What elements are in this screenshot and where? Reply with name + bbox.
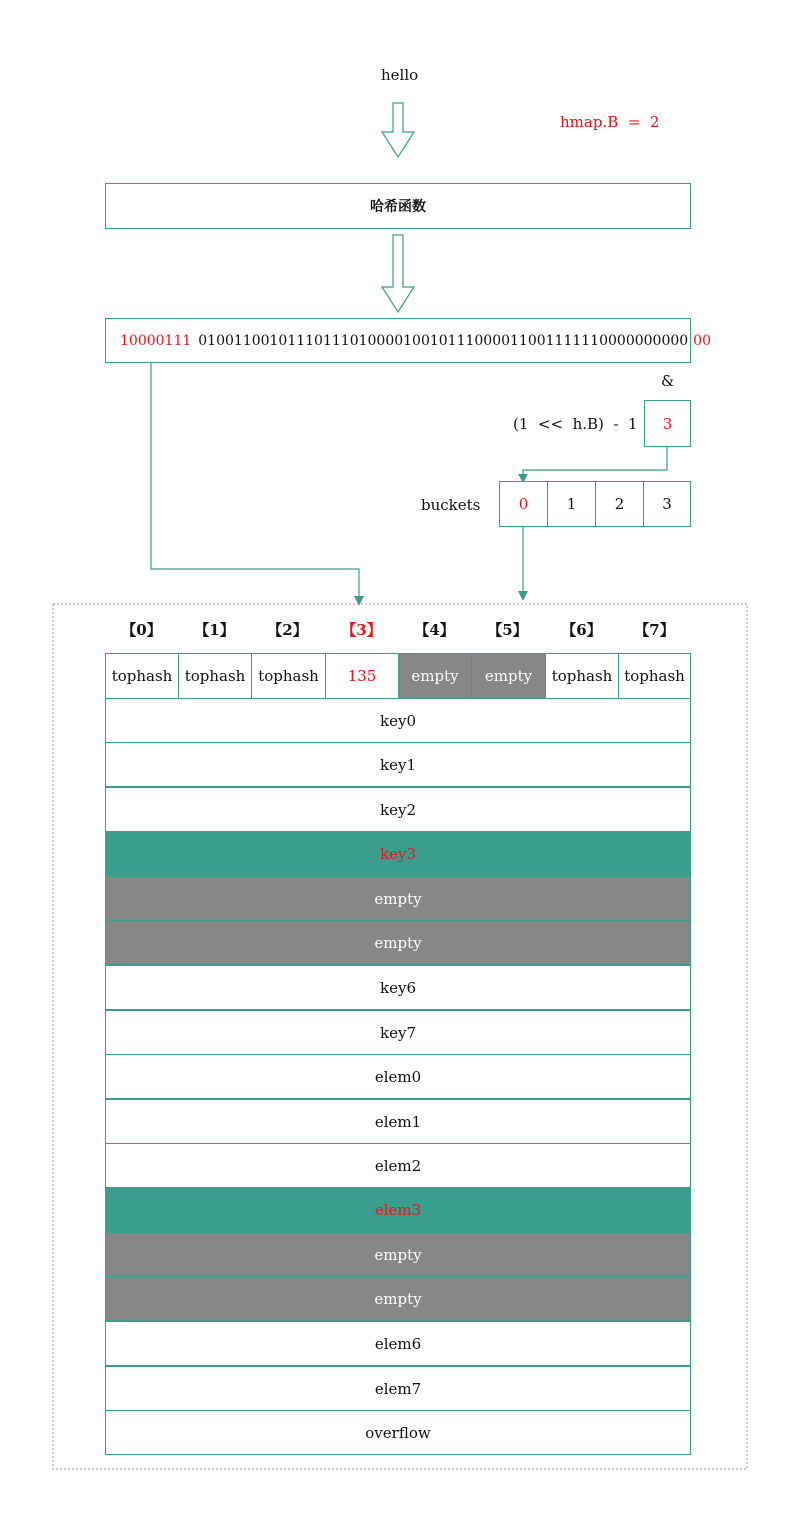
hollow-arrow-down-icon: [382, 103, 414, 157]
tophash-index: 【0】: [121, 621, 162, 639]
bucket-2: 2: [595, 481, 644, 527]
bucket-1: 1: [547, 481, 596, 527]
buckets-label: buckets: [421, 496, 481, 514]
tophash-cell-match: 135: [325, 653, 399, 699]
tophash-index: 【7】: [634, 621, 675, 639]
tophash-cell-empty: empty: [471, 653, 546, 699]
hash-middle-bits: 0100110010111011101000010010111000011001111110000000000: [198, 332, 689, 349]
hash-value-box: [105, 318, 711, 363]
key-slot: key0: [105, 698, 691, 743]
bucket-0: 0: [499, 481, 548, 527]
elem-slot-match: elem3: [105, 1187, 691, 1232]
tophash-cell: tophash: [251, 653, 326, 699]
bucket-3: 3: [643, 481, 691, 527]
hmap-b-label: hmap.B = 2: [560, 113, 660, 131]
tophash-connector: [151, 363, 359, 598]
hash-high-bits: 10000111: [120, 332, 192, 349]
tophash-index: 【4】: [414, 621, 455, 639]
elem-slot: elem2: [105, 1143, 691, 1188]
elem-slot-empty: empty: [105, 1276, 691, 1321]
tophash-cell-empty: empty: [398, 653, 472, 699]
hollow-arrow-down-icon: [382, 235, 414, 312]
tophash-index-selected: 【3】: [341, 621, 382, 639]
hash-function-label: 哈希函数: [370, 199, 426, 215]
key-slot: key6: [105, 965, 691, 1010]
elem-slot: elem1: [105, 1099, 691, 1144]
key-slot-empty: empty: [105, 920, 691, 965]
tophash-index: 【6】: [561, 621, 602, 639]
mask-expression: (1 << h.B) - 1: [513, 415, 638, 433]
and-symbol: &: [661, 372, 675, 390]
tophash-cell: tophash: [618, 653, 691, 699]
key-slot: key1: [105, 742, 691, 787]
tophash-cell: tophash: [545, 653, 619, 699]
key-slot: key7: [105, 1010, 691, 1055]
tophash-cell: tophash: [105, 653, 179, 699]
elem-slot: elem6: [105, 1321, 691, 1366]
elem-slot: elem0: [105, 1054, 691, 1099]
elem-slot-empty: empty: [105, 1232, 691, 1277]
key-slot: key2: [105, 787, 691, 832]
elem-slot: elem7: [105, 1366, 691, 1411]
tophash-index: 【5】: [487, 621, 528, 639]
mask-connector: [523, 447, 667, 476]
hash-function-box: [105, 183, 691, 229]
tophash-index: 【2】: [267, 621, 308, 639]
tophash-cell: tophash: [178, 653, 252, 699]
tophash-index: 【1】: [194, 621, 235, 639]
input-key: hello: [381, 66, 419, 84]
overflow-slot: overflow: [105, 1410, 691, 1455]
key-slot-empty: empty: [105, 876, 691, 921]
arrow-head-icon: [518, 591, 528, 601]
key-slot-match: key3: [105, 831, 691, 876]
hash-low-bits: 00: [693, 332, 711, 349]
mask-value-cell: 3: [644, 400, 691, 447]
